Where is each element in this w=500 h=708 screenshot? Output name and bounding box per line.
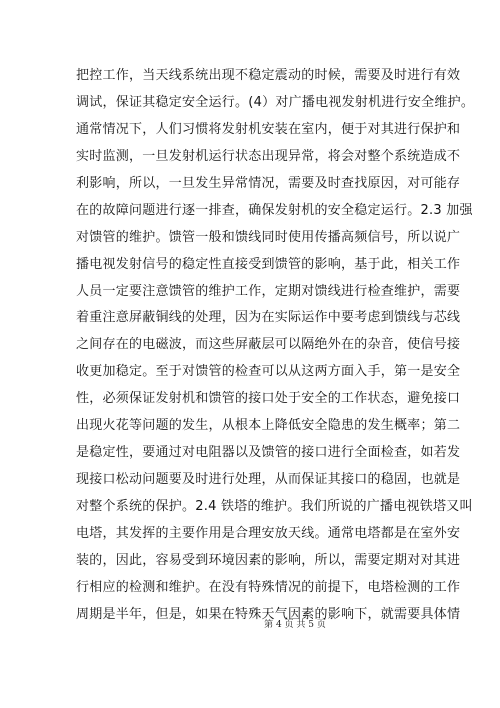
body-text-line: 周期是半年，但是，如果在特殊天气因素的影响下，就需要具体情 [76, 606, 461, 622]
body-text-line: 对整个系统的保护。2.4 铁塔的维护。我们所说的广播电视铁塔又叫 [76, 499, 473, 514]
body-text-line: 装的，因此，容易受到环境因素的影响，所以，需要定期对对其进 [76, 552, 461, 568]
body-text-line: 人员一定要注意馈管的维护工作，定期对馈线进行检查维护，需要 [76, 283, 461, 299]
body-text [76, 63, 475, 629]
body-text-line: 调试，保证其稳定安全运行。(4）对广播电视发射机进行安全维护。 [76, 94, 475, 110]
body-text-line: 在的故障问题进行逐一排查，确保发射机的安全稳定运行。2.3 加强 [76, 202, 473, 218]
body-text-line: 播电视发射信号的稳定性直接受到馈管的影响，基于此，相关工作 [76, 256, 461, 272]
body-text-line: 收更加稳定。至于对馈管的检查可以从这两方面入手，第一是安全 [76, 364, 461, 380]
body-text-line: 出现火花等问题的发生，从根本上降低安全隐患的发生概率；第二 [76, 418, 461, 434]
body-text-line: 利影响，所以，一旦发生异常情况，需要及时查找原因，对可能存 [76, 175, 461, 191]
body-text-line: 性，必须保证发射机和馈管的接口处于安全的工作状态，避免接口 [76, 391, 461, 407]
body-text-line: 通常情况下，人们习惯将发射机安装在室内，便于对其进行保护和 [76, 121, 461, 137]
page-footer: 第 4 页 共 5 页 [264, 620, 326, 630]
body-text-line: 之间存在的电磁波，而这些屏蔽层可以隔绝外在的杂音，使信号接 [76, 337, 461, 353]
body-text-line: 电塔，其发挥的主要作用是合理安放天线。通常电塔都是在室外安 [76, 525, 461, 541]
body-text-line: 对馈管的维护。馈管一般和馈线同时使用传播高频信号，所以说广 [76, 229, 461, 245]
body-text-line: 着重注意屏蔽铜线的处理，因为在实际运作中要考虑到馈线与芯线 [76, 310, 461, 326]
body-text-line: 是稳定性，要通过对电阻器以及馈管的接口进行全面检查，如若发 [76, 445, 461, 461]
body-text-line: 把控工作，当天线系统出现不稳定震动的时候，需要及时进行有效 [76, 68, 461, 83]
body-text-line: 现接口松动问题要及时进行处理，从而保证其接口的稳固，也就是 [76, 472, 461, 488]
body-text-line: 实时监测，一旦发射机运行状态出现异常，将会对整个系统造成不 [76, 148, 461, 164]
body-text-line: 行相应的检测和维护。在没有特殊情况的前提下，电塔检测的工作 [76, 579, 461, 595]
